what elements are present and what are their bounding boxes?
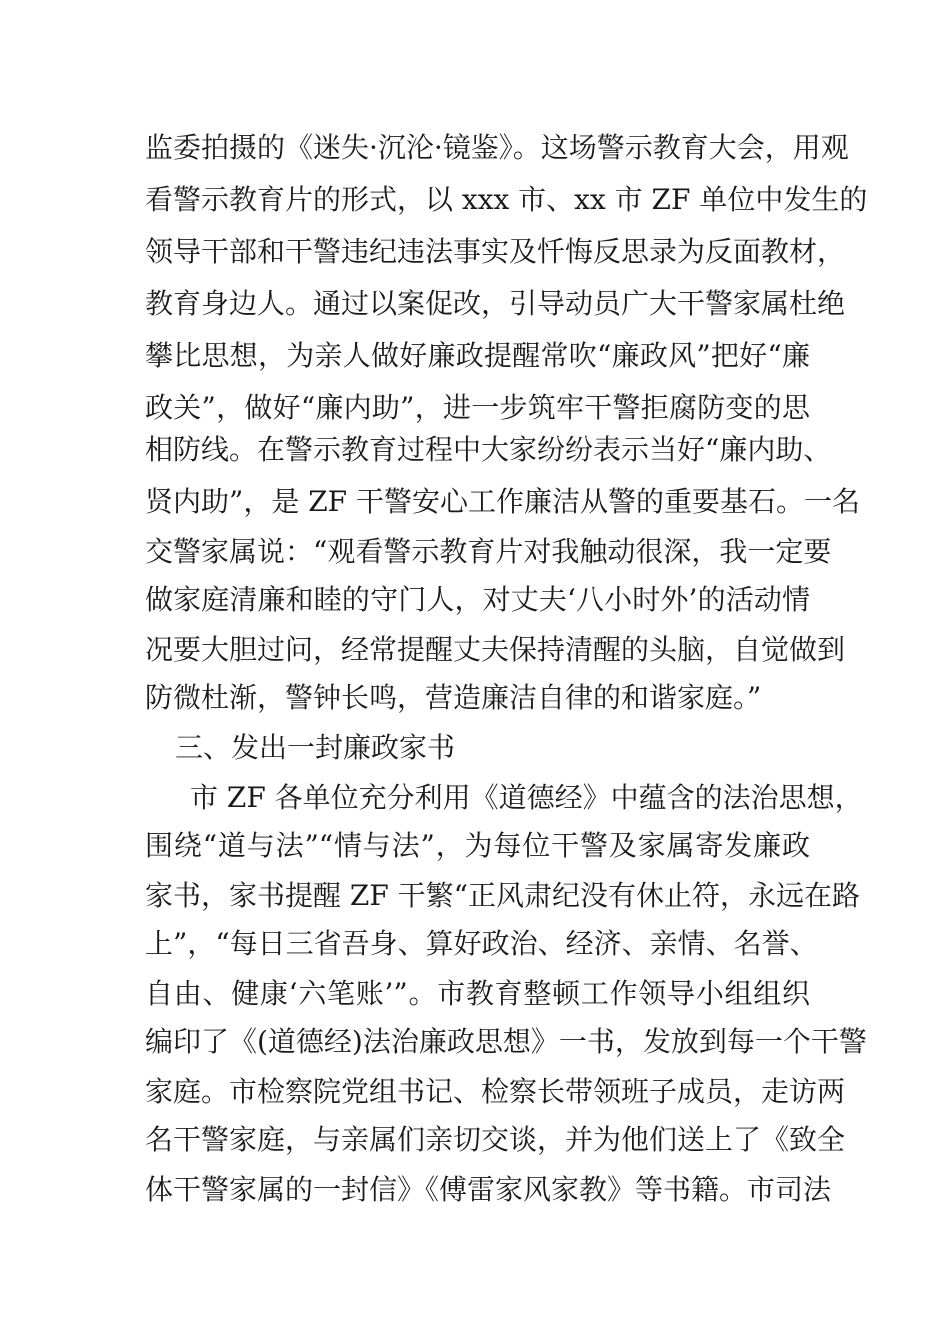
text-line: 攀比思想，为亲人做好廉政提醒常吹“廉政风”把好“廉 xyxy=(145,339,810,372)
text-line: 编印了《(道德经)法治廉政思想》一书，发放到每一个干警 xyxy=(145,1025,867,1058)
text-line: 领导干部和干警违纪违法事实及忏悔反思录为反面教材， xyxy=(145,235,846,268)
text-line: 贤内助”，是 ZF 干警安心工作廉洁从警的重要基石。一名 xyxy=(145,485,861,518)
text-line: 围绕“道与法”“情与法”，为每位干警及家属寄发廉政 xyxy=(145,829,810,862)
text-line: 教育身边人。通过以案促改，引导动员广大干警家属杜绝 xyxy=(145,287,846,320)
text-line: 家庭。市检察院党组书记、检察长带领班子成员，走访两 xyxy=(145,1075,846,1108)
text-line: 名干警家庭，与亲属们亲切交谈，并为他们送上了《致全 xyxy=(145,1123,846,1156)
text-line: 上”，“每日三省吾身、算好政治、经济、亲情、名誉、 xyxy=(145,927,818,960)
text-line: 监委拍摄的《迷失·沉沦·镜鉴》。这场警示教育大会，用观 xyxy=(145,131,849,164)
text-line: 自由、健康‘六笔账’”。市教育整顿工作领导小组组织 xyxy=(145,977,810,1010)
text-line: 市 ZF 各单位充分利用《道德经》中蕴含的法治思想， xyxy=(190,781,863,814)
text-line: 家书，家书提醒 ZF 干繁“正风肃纪没有休止符，永远在路 xyxy=(145,879,861,912)
text-line: 体干警家属的一封信》《傅雷家风家教》等书籍。市司法 xyxy=(145,1173,832,1206)
text-line: 况要大胆过问，经常提醒丈夫保持清醒的头脑，自觉做到 xyxy=(145,633,846,666)
text-line: 看警示教育片的形式，以 xxx 市、xx 市 ZF 单位中发生的 xyxy=(145,183,868,216)
section-heading: 三、发出一封廉政家书 xyxy=(175,731,456,764)
text-line: 相防线。在警示教育过程中大家纷纷表示当好“廉内助、 xyxy=(145,433,832,466)
text-line: 做家庭清廉和睦的守门人，对丈夫‘八小时外’的活动情 xyxy=(145,583,810,616)
text-line: 政关”，做好“廉内助”，进一步筑牢干警拒腐防变的思 xyxy=(145,391,810,424)
text-line: 交警家属说：“观看警示教育片对我触动很深，我一定要 xyxy=(145,535,832,568)
text-line: 防微杜渐，警钟长鸣，营造廉洁自律的和谐家庭。” xyxy=(145,681,762,714)
